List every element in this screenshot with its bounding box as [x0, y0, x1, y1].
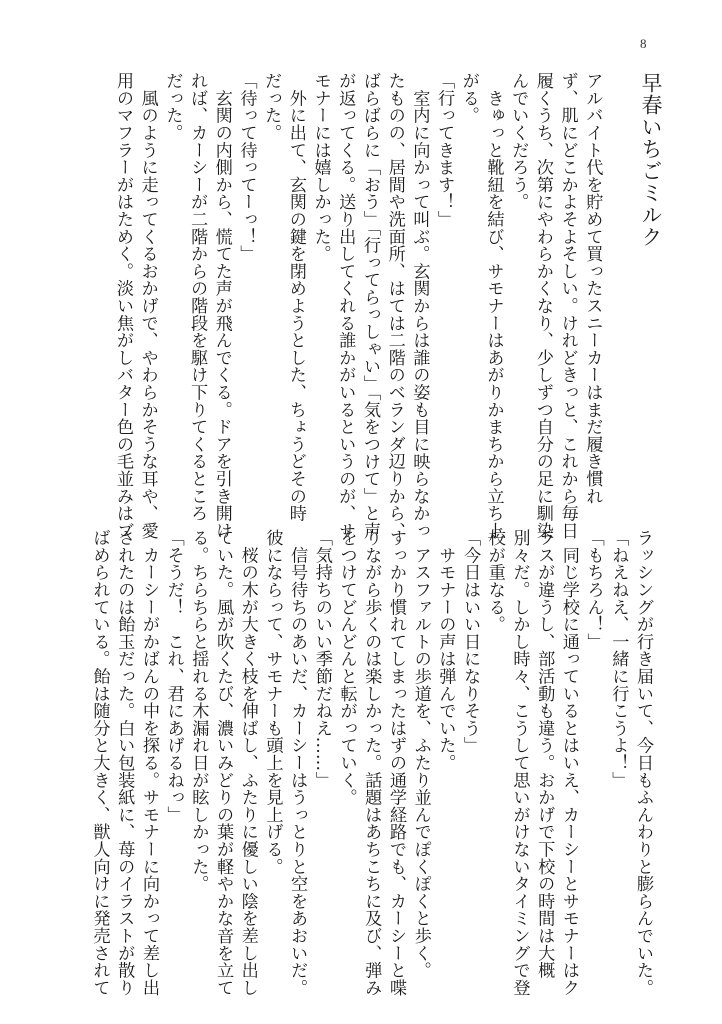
text-line: が返ってくる。送り出してくれる誰かがいるというのが、サ	[335, 72, 356, 540]
text-line: 用のマフラーがはためく。淡い焦がしバター色の毛並みはブ	[112, 72, 133, 540]
text-line: ばめられている。飴は随分と大きく、獣人向けに発売されて	[89, 529, 110, 997]
text-line: をつけてどんどんと転がっていく。	[336, 529, 357, 806]
text-line: 室内に向かって叫ぶ。玄関からは誰の姿も目に映らなかっ	[409, 72, 430, 540]
text-line: 玄関の内側から、慌てた声が飛んでくる。ドアを引き開け	[211, 72, 232, 540]
chapter-title: 早春いちごミルク	[639, 72, 663, 248]
text-block-bottom	[89, 529, 655, 997]
text-line: がる。	[458, 72, 479, 124]
text-line: 履くうち、次第にやわらかくなり、少しずつ自分の足に馴染	[532, 72, 553, 540]
text-line: ラスが違うし、部活動も違う。おかげで下校の時間は大概	[534, 529, 555, 979]
text-line: 外に出て、玄関の鍵を閉めようとした、ちょうどその時	[285, 72, 306, 522]
text-line: んでいくだろう。	[508, 72, 529, 211]
text-line: 「気持ちのいい季節だねえ……」	[311, 529, 332, 789]
text-line: 「行ってきます！」	[434, 72, 455, 228]
text-line: モナーには嬉しかった。	[310, 72, 331, 263]
text-line: アスファルトの歩道を、ふたり並んでぽくぽくと歩く。	[410, 529, 431, 979]
text-line: 同じ学校に通っているとはいえ、カーシーとサモナーはク	[558, 529, 579, 997]
text-line: 「ねえねえ、一緒に行こうよ！」	[608, 529, 629, 789]
text-line: だった。	[162, 72, 183, 142]
text-line: 「待って待ってーっ！」	[236, 72, 257, 263]
text-line: きゅっと靴紐を結び、サモナーはあがりかまちから立ち上	[483, 72, 504, 540]
text-line: されたのは飴玉だった。白い包装紙に、苺のイラストが散り	[114, 529, 135, 997]
text-line: 彼にならって、サモナーも頭上を見上げる。	[262, 529, 283, 875]
text-line: 信号待ちのあいだ、カーシーはうっとりと空をあおいだ。	[287, 529, 308, 997]
text-line: 「今日はいい日になりそう」	[460, 529, 481, 754]
text-line: 風のように走ってくるおかげで、やわらかそうな耳や、愛	[137, 72, 158, 540]
text-line: サモナーの声は弾んでいた。	[435, 529, 456, 772]
text-line: ばらばらに「おう」「行ってらっしゃい」「気をつけて」と声	[359, 72, 380, 540]
text-line: ラッシングが行き届いて、今日もふんわりと膨らんでいた。	[633, 529, 653, 997]
text-line: る。ちらちらと揺れる木漏れ日が眩しかった。	[188, 529, 209, 893]
text-line: 桜の木が大きく枝を伸ばし、ふたりに優しい陰を差し出し	[237, 529, 258, 997]
text-line: ず、肌にどこかよそよそしい。けれどきっと、これから毎日	[557, 72, 578, 540]
text-line: りながら歩くのは楽しかった。話題はあちこちに及び、弾み	[361, 529, 382, 997]
text-line: だった。	[261, 72, 282, 142]
text-line: れば、カーシーが二階からの階段を駆け下りてくるところ	[187, 72, 208, 522]
text-line: 別々だ。しかし時々、こうして思いがけないタイミングで登	[509, 529, 530, 997]
text-line: すっかり慣れてしまったはずの通学経路でも、カーシーと喋	[385, 529, 406, 997]
text-block-top	[103, 72, 663, 540]
text-line: 「そうだ！ これ、君にあげるねっ」	[163, 529, 184, 824]
text-line: ていた。風が吹くたび、濃いみどりの葉が軽やかな音を立て	[213, 529, 234, 997]
text-line: たものの、居間や洗面所、はては二階のベランダ辺りから、	[384, 72, 405, 540]
text-line: 「もちろん！」	[583, 529, 604, 651]
text-line: アルバイト代を貯めて買ったスニーカーはまだ履き慣れ	[582, 72, 603, 505]
text-line: カーシーがかばんの中を探る。サモナーに向かって差し出	[138, 529, 159, 997]
text-line: 校が重なる。	[484, 529, 505, 633]
page-number: 8	[640, 36, 647, 51]
